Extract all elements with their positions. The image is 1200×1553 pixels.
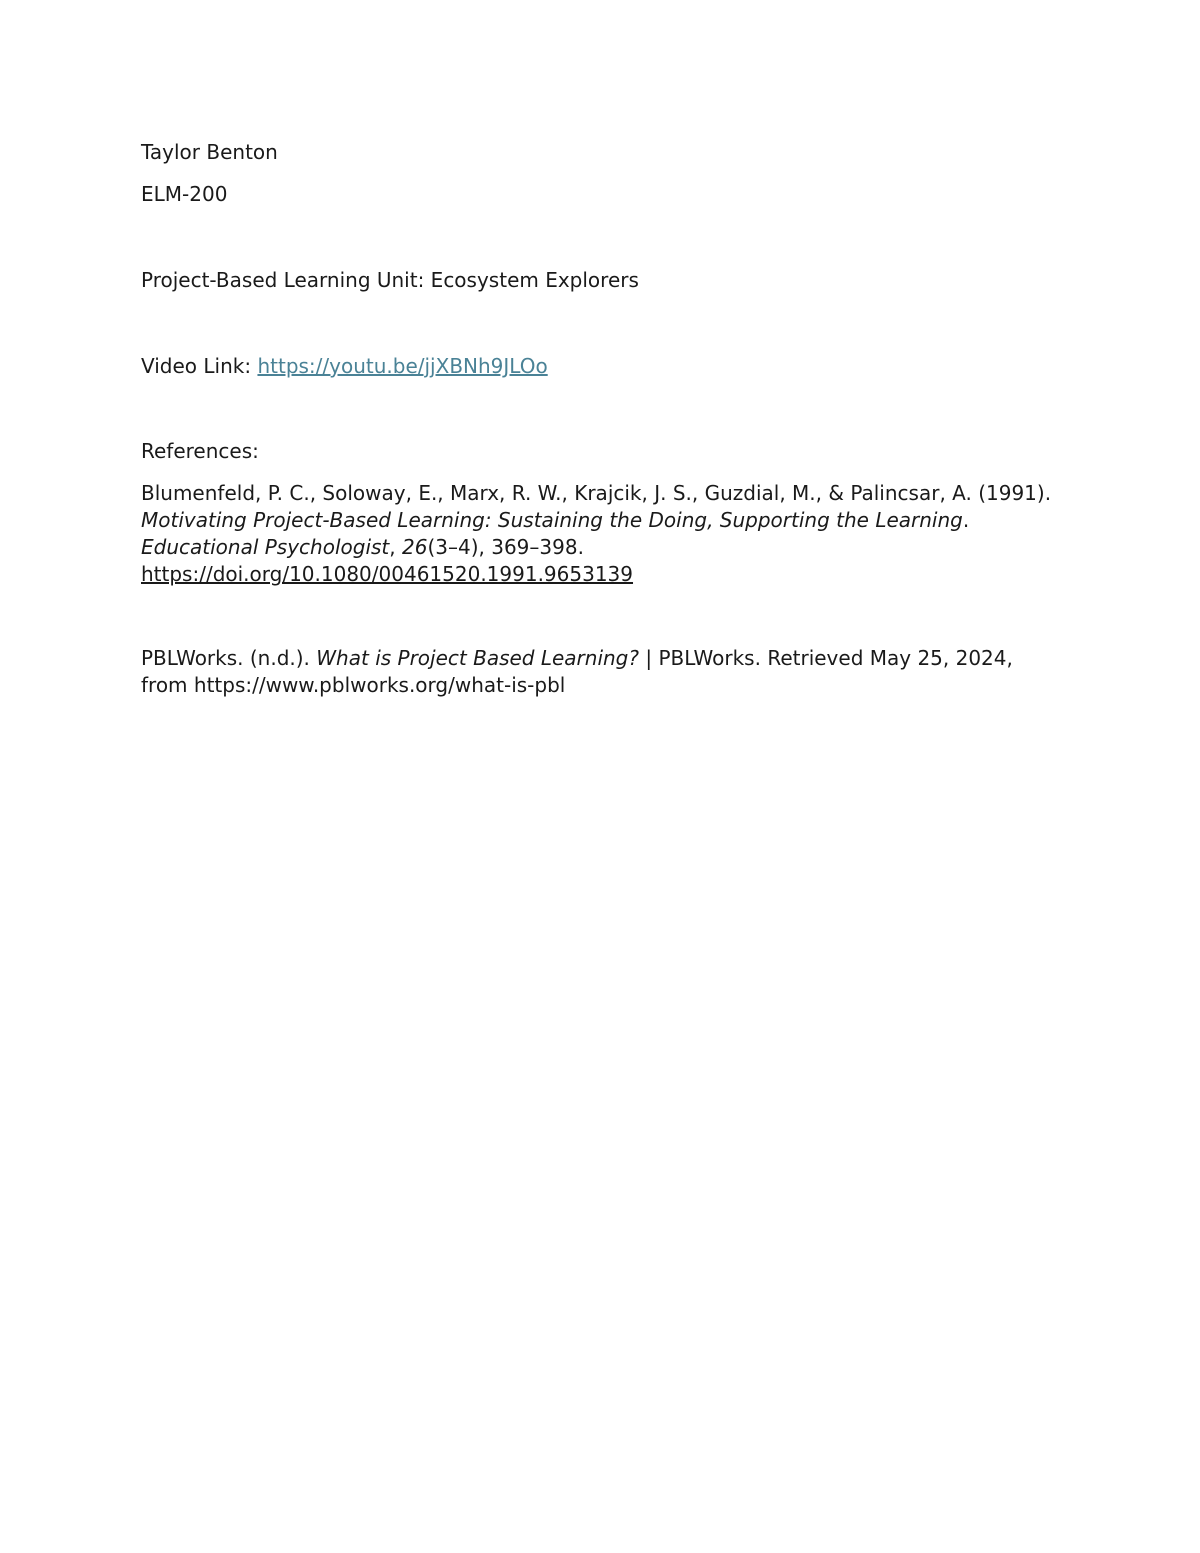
reference-journal: Educational Psychologist xyxy=(141,535,390,559)
video-link-line xyxy=(141,353,1061,380)
reference-volume: 26 xyxy=(402,535,428,559)
reference-authors: Blumenfeld, P. C., Soloway, E., Marx, R. W., Krajcik, J. S., Guzdial, M., & Palincsar, A. (1991). xyxy=(141,481,1052,505)
references-heading: References: xyxy=(141,439,259,463)
video-link[interactable]: https://youtu.be/jjXBNh9JLOo xyxy=(257,354,548,378)
document-body xyxy=(141,139,1061,699)
reference-doi-link[interactable]: https://doi.org/10.1080/00461520.1991.9653139 xyxy=(141,562,634,586)
reference-issue-pages: (3–4), 369–398. xyxy=(427,535,584,559)
reference-item-blumenfeld xyxy=(141,480,1061,588)
video-link-label: Video Link: xyxy=(141,354,258,378)
document-title: Project-Based Learning Unit: Ecosystem Explorers xyxy=(141,268,639,292)
reference-item-pblworks xyxy=(141,645,1061,699)
course-code: ELM-200 xyxy=(141,182,228,206)
author-name: Taylor Benton xyxy=(141,140,278,164)
reference-title: What is Project Based Learning? xyxy=(316,646,639,670)
reference-separator: . xyxy=(962,508,970,532)
reference-separator: , xyxy=(389,535,402,559)
reference-title: Motivating Project-Based Learning: Sustaining the Doing, Supporting the Learning xyxy=(141,508,963,532)
reference-authors: PBLWorks. (n.d.). xyxy=(141,646,317,670)
reference-retrieval: | PBLWorks. Retrieved May 25, 2024, from https://www.pblworks.org/what-is-pbl xyxy=(141,646,1013,697)
